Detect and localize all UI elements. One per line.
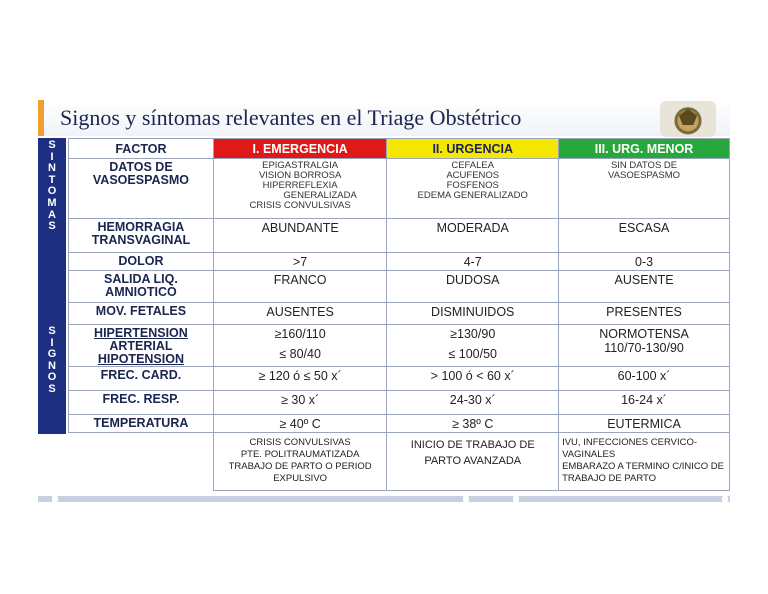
side-letter: I bbox=[50, 336, 54, 349]
factor-vasoespasmo: DATOS DE VASOESPASMO bbox=[69, 159, 214, 219]
resp-urg-menor: 16-24 x´ bbox=[559, 391, 730, 415]
header-factor: FACTOR bbox=[69, 139, 214, 159]
temp-urgencia: ≥ 38º C bbox=[387, 415, 559, 433]
footer-dot bbox=[52, 495, 58, 503]
notes-urg-menor: IVU, INFECCIONES CERVICO- VAGINALES EMBARAZO A TERMINO C/INICO DE TRABAJO DE PARTO bbox=[559, 433, 730, 491]
dolor-urgencia: 4-7 bbox=[387, 253, 559, 271]
resp-urgencia: 24-30 x´ bbox=[387, 391, 559, 415]
side-letter: I bbox=[50, 150, 54, 163]
triage-table bbox=[68, 138, 730, 491]
vaso-emergencia: EPIGASTRALGIA VISION BORROSA HIPERREFLEXIA GENERALIZADA CRISIS CONVULSIVAS bbox=[213, 159, 387, 219]
header-urg-menor: III. URG. MENOR bbox=[559, 139, 730, 159]
side-letter: A bbox=[48, 208, 56, 221]
salida-emergencia: FRANCO bbox=[213, 271, 387, 303]
footer-dot bbox=[722, 495, 728, 503]
side-letter: S bbox=[48, 139, 56, 151]
temp-urg-menor: EUTERMICA bbox=[559, 415, 730, 433]
factor-dolor: DOLOR bbox=[69, 253, 214, 271]
factor-hipertension: HIPERTENSION ARTERIAL HIPOTENSION bbox=[69, 325, 214, 367]
vaso-urg-menor: SIN DATOS DE VASOESPASMO bbox=[559, 159, 730, 219]
hemo-urg-menor: ESCASA bbox=[559, 219, 730, 253]
mov-emergencia: AUSENTES bbox=[213, 303, 387, 325]
side-letter: T bbox=[48, 173, 56, 186]
salida-urgencia: DUDOSA bbox=[387, 271, 559, 303]
card-urgencia: > 100 ó < 60 x´ bbox=[387, 367, 559, 391]
factor-frec-resp: FREC. RESP. bbox=[69, 391, 214, 415]
side-label-signos bbox=[38, 326, 66, 396]
mov-urgencia: DISMINUIDOS bbox=[387, 303, 559, 325]
temp-emergencia: ≥ 40º C bbox=[213, 415, 387, 433]
side-letter: N bbox=[48, 162, 56, 175]
card-urg-menor: 60-100 x´ bbox=[559, 367, 730, 391]
resp-emergencia: ≥ 30 x´ bbox=[213, 391, 387, 415]
side-letter: M bbox=[47, 196, 57, 209]
factor-temperatura: TEMPERATURA bbox=[69, 415, 214, 433]
side-letter: O bbox=[47, 371, 57, 384]
header-emergencia: I. EMERGENCIA bbox=[213, 139, 387, 159]
side-label-sintomas bbox=[38, 140, 66, 233]
side-letter: S bbox=[48, 325, 56, 337]
header-urgencia: II. URGENCIA bbox=[387, 139, 559, 159]
footer-dot bbox=[513, 495, 519, 503]
hiper-urg-menor: NORMOTENSA 110/70-130/90 bbox=[559, 325, 730, 367]
mexico-seal-icon bbox=[660, 101, 716, 137]
side-letter: S bbox=[48, 382, 56, 395]
hemo-urgencia: MODERADA bbox=[387, 219, 559, 253]
triage-slide bbox=[38, 100, 730, 510]
slide-title: Signos y síntomas relevantes en el Triage Obstétrico bbox=[60, 105, 522, 130]
mov-urg-menor: PRESENTES bbox=[559, 303, 730, 325]
salida-urg-menor: AUSENTE bbox=[559, 271, 730, 303]
notes-urgencia: INICIO DE TRABAJO DE PARTO AVANZADA bbox=[387, 433, 559, 491]
notes-empty-cell bbox=[69, 433, 214, 491]
side-letter: O bbox=[47, 185, 57, 198]
footer-dot bbox=[463, 495, 469, 503]
side-strip bbox=[38, 138, 66, 434]
dolor-urg-menor: 0-3 bbox=[559, 253, 730, 271]
title-bar bbox=[38, 100, 730, 136]
factor-frec-card: FREC. CARD. bbox=[69, 367, 214, 391]
factor-salida-liquido: SALIDA LIQ. AMNIOTICO bbox=[69, 271, 214, 303]
card-emergencia: ≥ 120 ó ≤ 50 x´ bbox=[213, 367, 387, 391]
factor-hemorragia: HEMORRAGIA TRANSVAGINAL bbox=[69, 219, 214, 253]
side-letter: S bbox=[48, 220, 56, 233]
dolor-emergencia: >7 bbox=[213, 253, 387, 271]
hiper-urgencia: ≥130/90 ≤ 100/50 bbox=[387, 325, 559, 367]
hemo-emergencia: ABUNDANTE bbox=[213, 219, 387, 253]
hiper-emergencia: ≥160/110 ≤ 80/40 bbox=[213, 325, 387, 367]
vaso-urgencia: CEFALEA ACUFENOS FOSFENOS EDEMA GENERALIZADO bbox=[387, 159, 559, 219]
factor-mov-fetales: MOV. FETALES bbox=[69, 303, 214, 325]
slide-footer-bar bbox=[38, 496, 730, 502]
side-letter: G bbox=[47, 348, 57, 361]
side-letter: N bbox=[48, 359, 56, 372]
notes-emergencia: CRISIS CONVULSIVAS PTE. POLITRAUMATIZADA TRABAJO DE PARTO O PERIOD EXPULSIVO bbox=[213, 433, 387, 491]
